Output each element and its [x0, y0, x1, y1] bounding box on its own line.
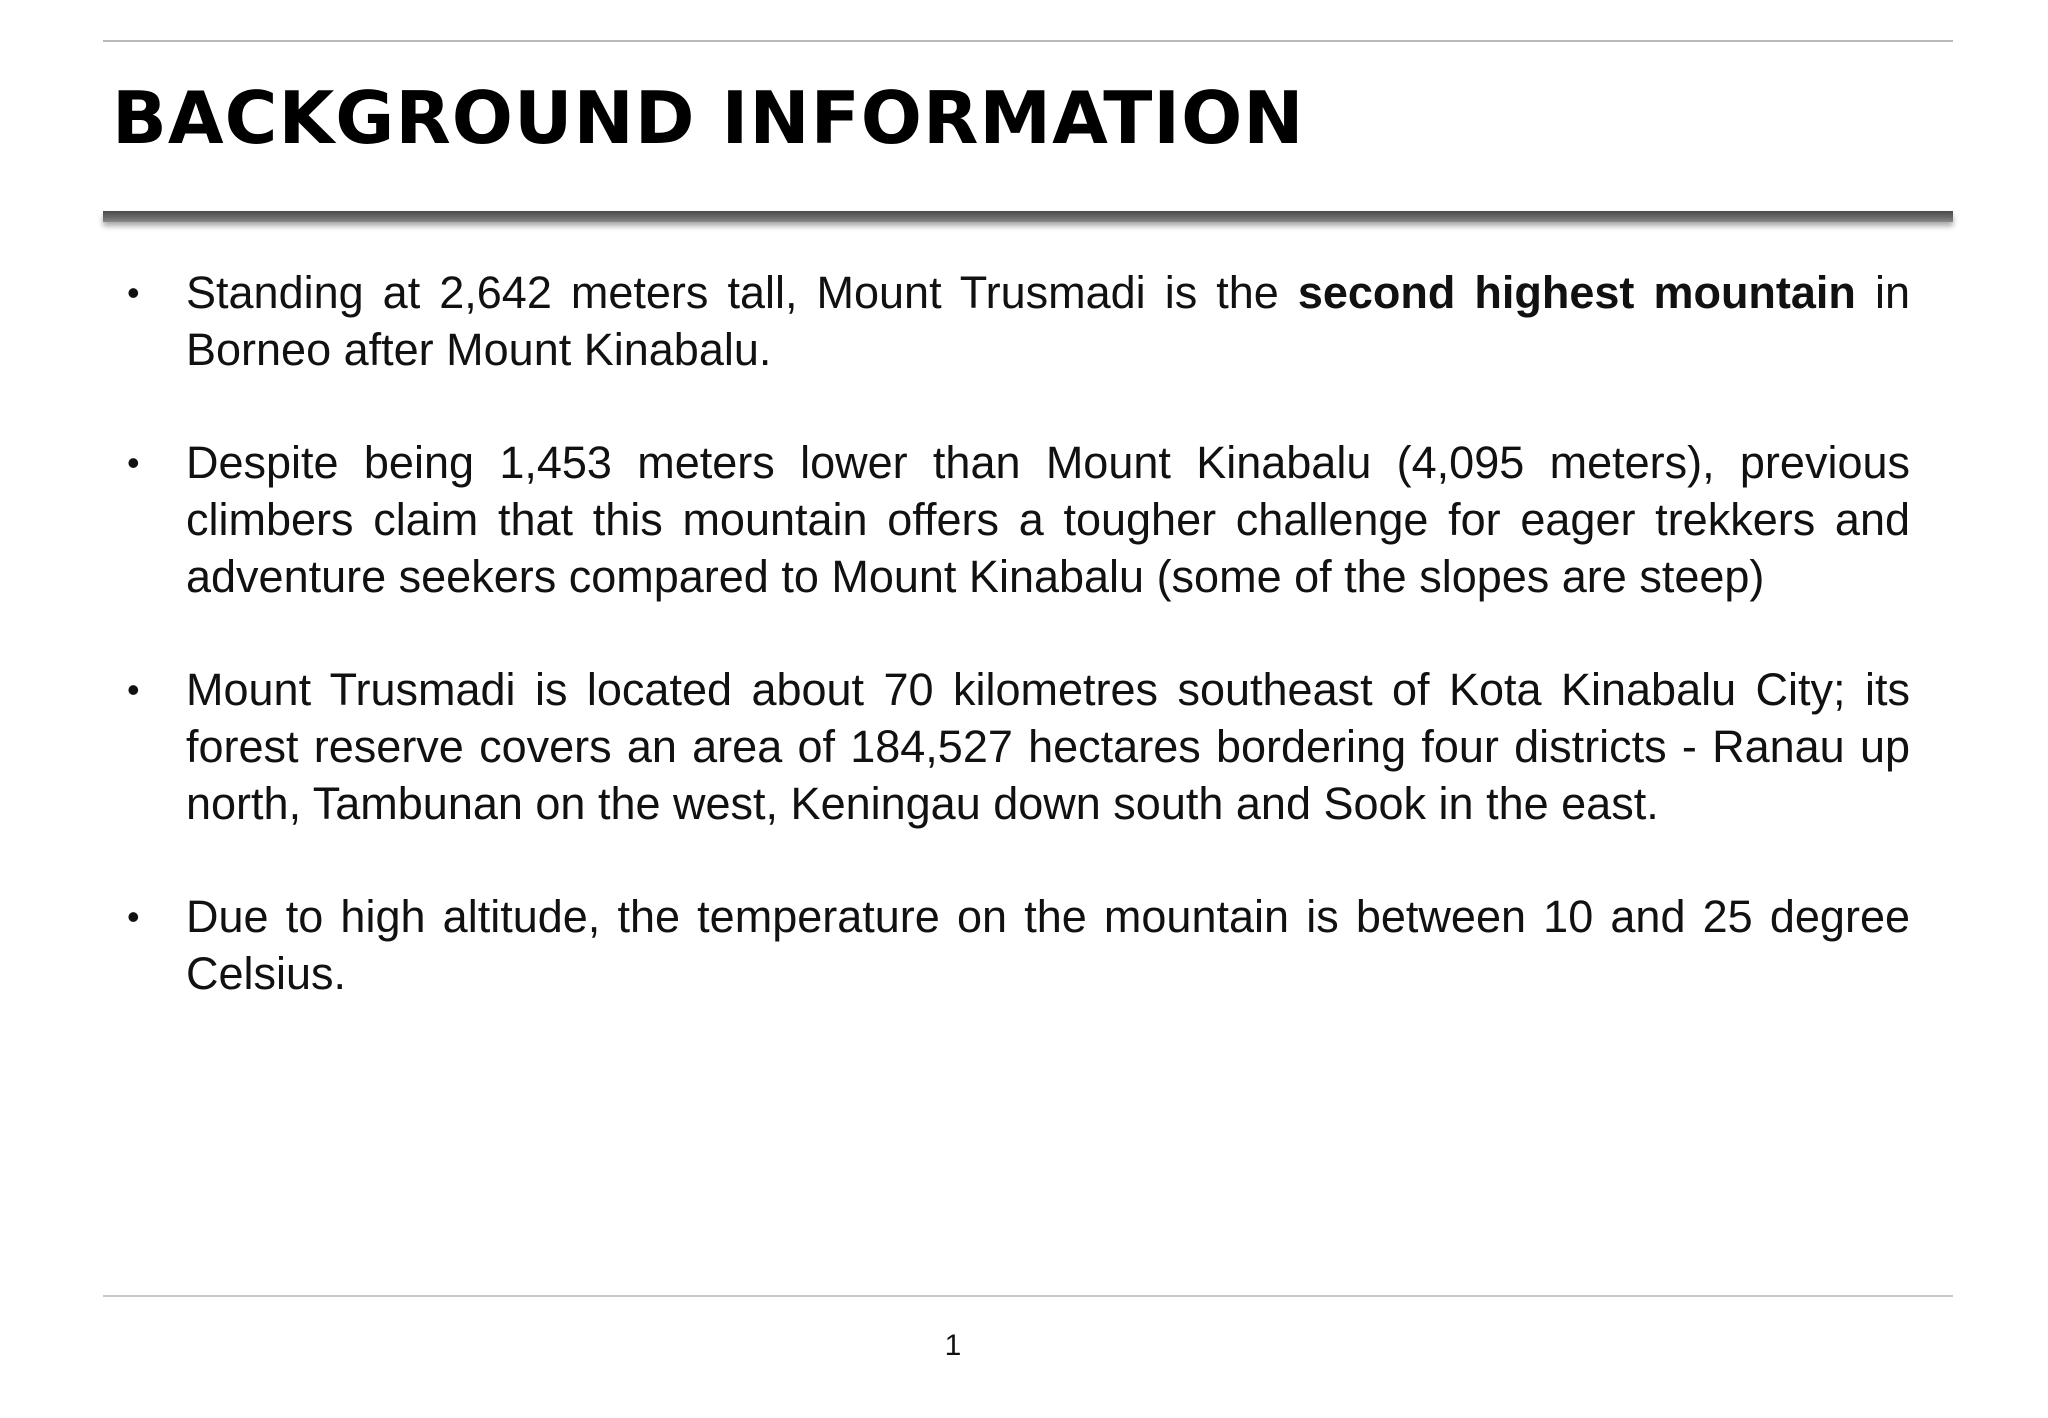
bullet-icon: • — [127, 442, 140, 483]
bullet-item-comparison — [127, 434, 1910, 605]
bullet-item-location — [127, 661, 1910, 832]
bullet-item-temperature — [127, 888, 1910, 1002]
bullet-text-part: in Borneo after Mount Kinabalu. — [186, 267, 1910, 375]
slide-title: BACKGROUND INFORMATION — [112, 76, 1305, 160]
bullet-item-height — [127, 264, 1910, 378]
bullet-text: Mount Trusmadi is located about 70 kilometres southeast of Kota Kinabalu City; its forest reserve covers an area of 184,527 hectares bordering four districts - Ranau up north, Tambunan on the west, Keningau down south and Sook in the east. — [186, 664, 1910, 829]
bullet-icon: • — [127, 669, 140, 710]
title-underline-bar — [103, 211, 1953, 222]
page-number: 1 — [944, 1329, 962, 1362]
bullet-text: Due to high altitude, the temperature on the mountain is between 10 and 25 degree Celsius. — [186, 891, 1910, 999]
bullet-list — [127, 264, 1910, 1002]
top-divider — [103, 40, 1953, 42]
bullet-text: Despite being 1,453 meters lower than Mount Kinabalu (4,095 meters), previous climbers claim that this mountain offers a tougher challenge for eager trekkers and adventure seekers compared to Mount Kinabalu (some of the slopes are steep) — [186, 437, 1910, 602]
bullet-icon: • — [127, 272, 140, 313]
bullet-text-emphasis: second highest mountain — [1297, 267, 1856, 318]
bullet-text-part: Standing at 2,642 meters tall, Mount Trusmadi is the — [186, 267, 1298, 318]
bottom-divider — [103, 1295, 1953, 1297]
bullet-text — [186, 267, 1910, 375]
bullet-icon: • — [127, 896, 140, 937]
